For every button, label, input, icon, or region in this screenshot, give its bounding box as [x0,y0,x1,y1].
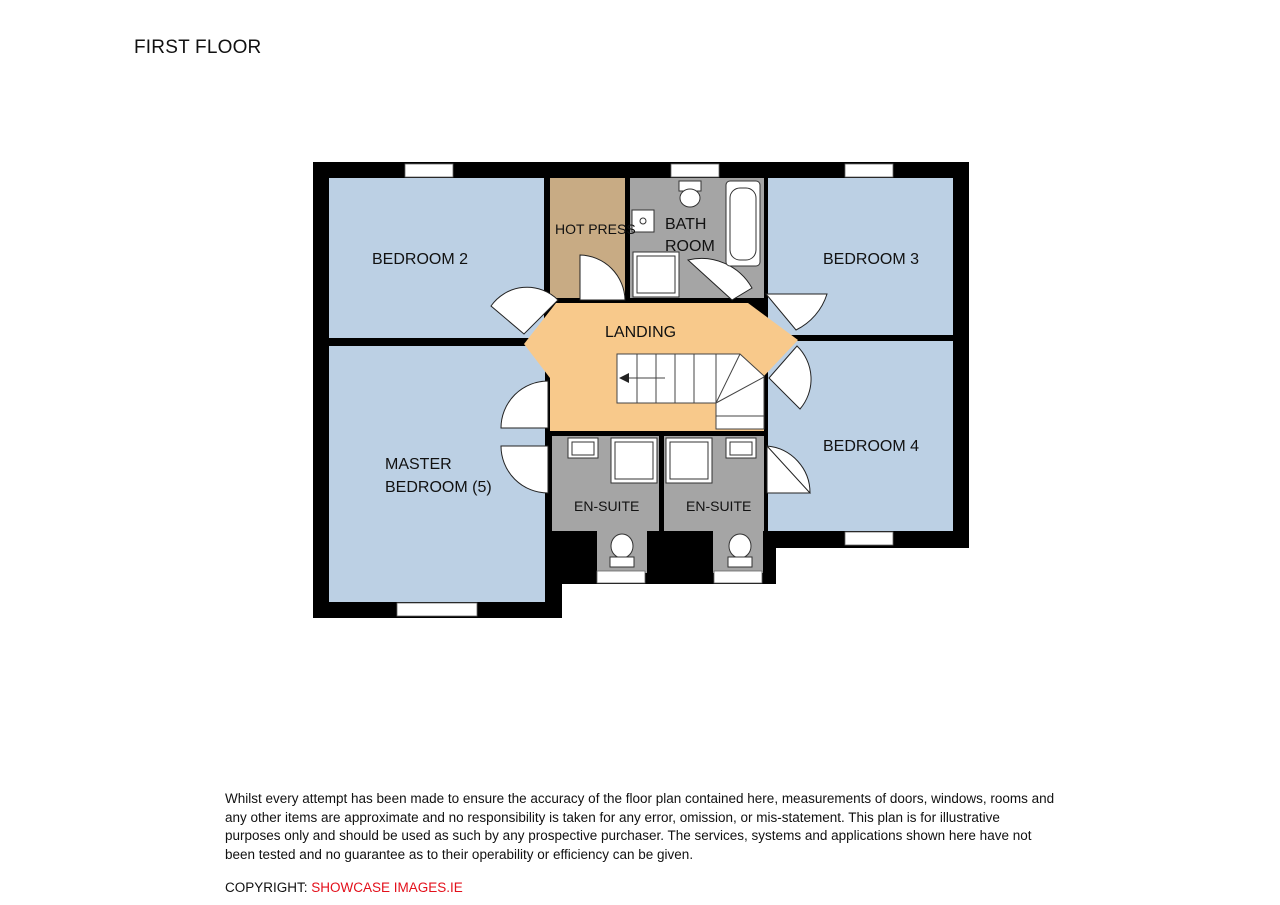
en-suite-right-toilet-icon [729,534,751,558]
window-bathroom [671,164,719,177]
disclaimer-text: Whilst every attempt has been made to ensure the accuracy of the floor plan contained here, measurements of doors, windows, rooms and any other items are approximate and no responsibility is taken for any error, omission, or mis-statement. This plan is for illustrative purposes only and should be used as such by any prospective purchaser. The services, systems and applications shown here have not been tested and no guarantee as to their operability or efficiency can be given. [225,791,1055,862]
en-suite-left-shower-icon [611,438,657,483]
window-en-suite-left [597,571,645,583]
bedroom-3-label: BEDROOM 3 [823,251,920,268]
window-bedroom-2 [405,164,453,177]
hot-press-label: HOT PRESS [555,221,636,237]
bedroom-4-label: BEDROOM 4 [823,438,920,455]
bathroom-label-line2: ROOM [665,238,715,255]
en-suite-left-label: EN-SUITE [574,498,640,514]
window-master-bedroom [397,603,477,616]
plan-title: FIRST FLOOR [134,37,262,58]
copyright-line [225,880,463,895]
landing-label: LANDING [605,324,677,341]
en-suite-right-label: EN-SUITE [686,498,752,514]
bedroom-2-label: BEDROOM 2 [372,251,469,268]
copyright-label: COPYRIGHT: [225,880,312,895]
en-suite-right-shower-icon [666,438,712,483]
window-en-suite-right [714,571,762,583]
bathroom-label-line1: BATH [665,216,707,233]
master-bedroom-label-line1: MASTER [385,456,452,473]
master-bedroom-label-line2: BEDROOM (5) [385,479,492,496]
copyright-brand-link[interactable]: SHOWCASE IMAGES.IE [311,880,463,895]
window-bedroom-3 [845,164,893,177]
bathroom-shower-icon [633,252,679,297]
en-suite-left-toilet-icon [611,534,633,558]
window-bedroom-4 [845,532,893,545]
